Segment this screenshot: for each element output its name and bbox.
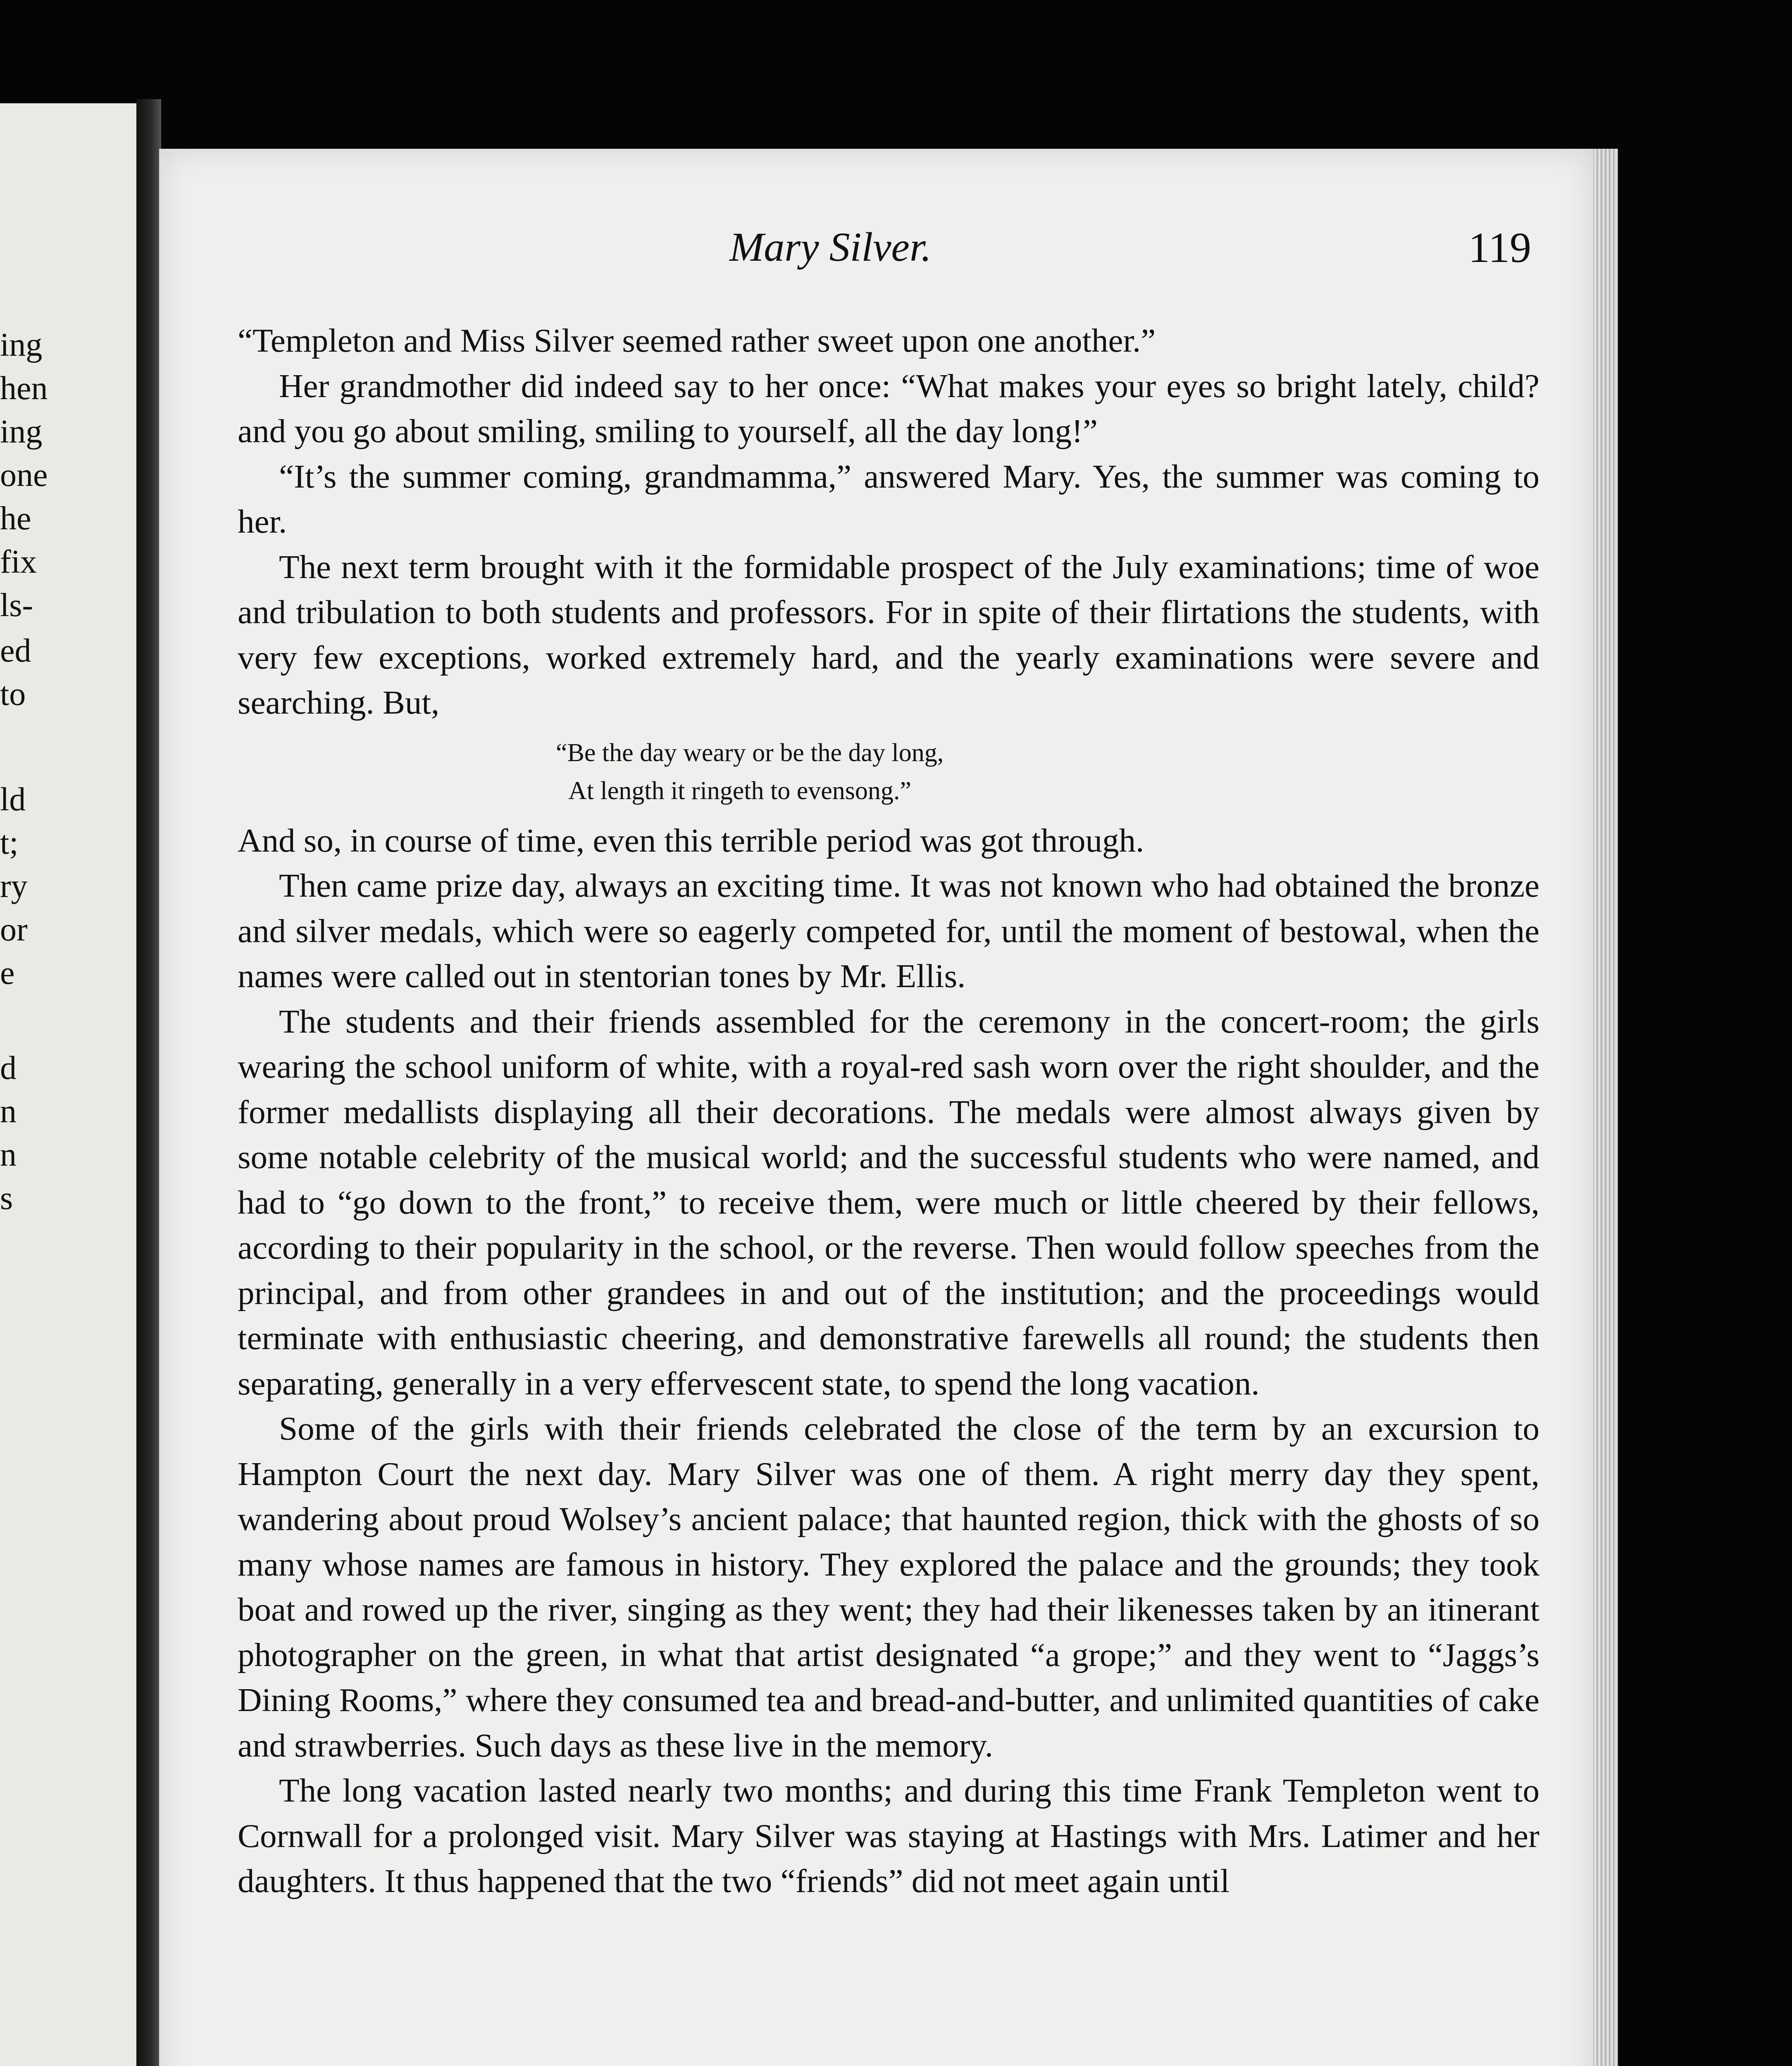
left-fragment: d: [0, 1050, 17, 1086]
left-fragment: t;: [0, 825, 19, 861]
left-fragment: one: [0, 457, 48, 493]
left-fragment: ing: [0, 327, 43, 363]
paragraph: Her grandmother did indeed say to her once: “What makes your eyes so bright lately, child? and you go about smiling, smiling to yourself, all the day long!”: [238, 367, 1539, 450]
paragraph: Some of the girls with their friends celebrated the close of the term by an excursion to Hampton Court the next day. Mary Silver was one of them. A right merry day they spent, wandering about proud Wolsey’s ancient palace; that haunted region, thick with the ghosts of so many whose names are famous in history. They explored the palace and the grounds; they took boat and rowed up the river, singing as they went; they had their likenesses taken by an itinerant photographer on the green, in what that artist designated “a grope;” and they went to “Jaggs’s Dining Rooms,” where they consumed tea and bread-and-butter, and unlimited quantities of cake and strawberries. Such days as these live in the memory.: [238, 1410, 1539, 1764]
running-head: [159, 223, 1593, 273]
left-fragment: ed: [0, 633, 31, 669]
verse-line: At length it ringeth to evensong.”: [568, 776, 911, 805]
previous-page-edge: [0, 103, 141, 2066]
left-fragment: hen: [0, 370, 48, 407]
paragraph: And so, in course of time, even this terrible period was got through.: [238, 821, 1144, 859]
paragraph: The long vacation lasted nearly two months; and during this time Frank Templeton went to Cornwall for a prolonged visit. Mary Silver was staying at Hastings with Mrs. Latimer and her daughters. It thus happened that the two “friends” did not meet again until: [238, 1772, 1539, 1899]
left-fragment: s: [0, 1180, 13, 1216]
left-fragment: n: [0, 1093, 17, 1130]
left-fragment: or: [0, 912, 28, 948]
paragraph: Then came prize day, always an exciting time. It was not known who had obtained the bronze and silver medals, which were so eagerly competed for, until the moment of bestowal, when the names were called out in stentorian tones by Mr. Ellis.: [238, 867, 1539, 995]
body-text: [238, 318, 1539, 1904]
left-fragment: ls-: [0, 587, 33, 624]
verse-line: “Be the day weary or be the day long,: [556, 738, 944, 767]
paragraph: The students and their friends assembled for the ceremony in the concert-room; the girls wearing the school uniform of white, with a royal-red sash worn over the right shoulder, and the former medallists displaying all their decorations. The medals were almost always given by some notable celebrity of the musical world; and the successful students who were named, and had to “go down to the front,” to receive them, were much or little cheered by their fellows, according to their popularity in the school, or the reverse. Then would follow speeches from the principal, and from other grandees in and out of the institution; and the proceedings would terminate with enthusiastic cheering, and demonstrative farewells all round; the students then separating, generally in a very effervescent state, to spend the long vacation.: [238, 1002, 1539, 1402]
page-stack-edge: [1593, 149, 1618, 2066]
verse-quote: [238, 734, 1539, 810]
paragraph: “It’s the summer coming, grandmamma,” answered Mary. Yes, the summer was coming to her.: [238, 457, 1539, 540]
paragraph: The next term brought with it the formidable prospect of the July examinations; time of woe and tribulation to both students and professors. For in spite of their flirtations the students, with very few exceptions, worked extremely hard, and the yearly examinations were severe and searching. But,: [238, 548, 1539, 721]
book-gutter: [136, 99, 161, 2066]
left-fragment: ry: [0, 868, 28, 904]
left-fragment: he: [0, 500, 31, 537]
left-fragment: n: [0, 1137, 17, 1173]
left-fragment: to: [0, 676, 26, 712]
page-number: 119: [1468, 224, 1531, 271]
book-page: [159, 149, 1593, 2066]
left-fragment: fix: [0, 544, 37, 580]
paragraph: “Templeton and Miss Silver seemed rather sweet upon one another.”: [238, 322, 1156, 359]
left-fragment: ld: [0, 781, 26, 818]
left-fragment: e: [0, 955, 15, 991]
running-title: Mary Silver.: [729, 224, 932, 270]
left-fragment: ing: [0, 414, 43, 450]
